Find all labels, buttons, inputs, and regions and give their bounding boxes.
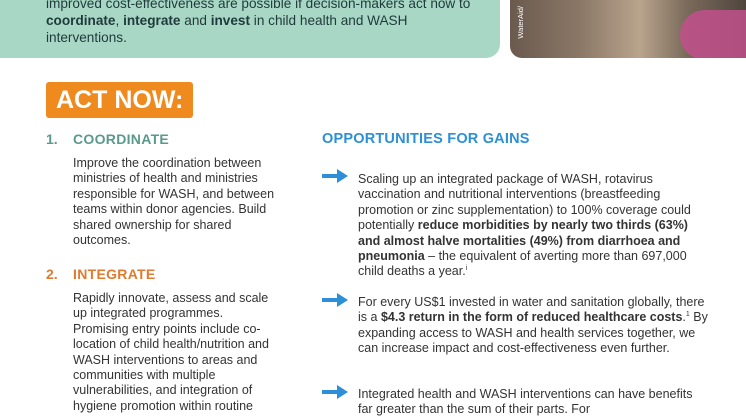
item-2-text: Rapidly innovate, assess and scale up integrated programmes. Promising entry points include co-location of child health/nutrition and WASH interventions to areas and communities with multiple vulnerabilities, and integration of hygiene promotion within routine xyxy=(73,291,269,413)
header-photo xyxy=(510,0,746,58)
opportunities-title: OPPORTUNITIES FOR GAINS xyxy=(322,131,530,147)
item-1-title: COORDINATE xyxy=(73,131,170,147)
bullet-2: For every US$1 invested in water and sanitation globally, there is a $4.3 return in the form of reduced healthcare costs.$^1$ By expanding access to WASH and health services together, we can increase impact and cost-effectiveness even further. xyxy=(358,295,708,356)
arrow-right-icon xyxy=(322,385,348,399)
item-1-text: Improve the coordination between ministries of health and ministries responsible for WASH, and between teams within donor agencies. Build shared ownership for shared outcomes. xyxy=(73,156,275,248)
item-2-title: INTEGRATE xyxy=(73,266,156,282)
arrow-right-icon xyxy=(322,169,348,183)
item-1-number: 1. xyxy=(46,131,58,147)
arrow-right-icon xyxy=(322,293,348,307)
item-2-number: 2. xyxy=(46,266,58,282)
act-now-heading: ACT NOW: xyxy=(46,82,193,118)
intro-banner xyxy=(0,0,500,58)
photo-detail xyxy=(680,10,746,58)
bullet-3: Integrated health and WASH interventions can have benefits far greater than the sum of their parts. For xyxy=(358,387,693,417)
bullet-1: Scaling up an integrated package of WASH, rotavirus vaccination and nutritional interventions (breastfeeding promotion or zinc supplementation) to 100% coverage could potentially reduce morbidities by nearly two thirds (63%) and almost halve mortalities (49%) from diarrhoea and pneumonia – the equivalent of averting more than 697,000 child deaths a year.$^i$ xyxy=(358,172,691,279)
intro-text: improved cost-effectiveness are possible if decision-makers act now to coordinate, integrate and invest in child health and WASH interventions. xyxy=(46,0,471,45)
photo-credit: WaterAid/ xyxy=(516,6,525,39)
